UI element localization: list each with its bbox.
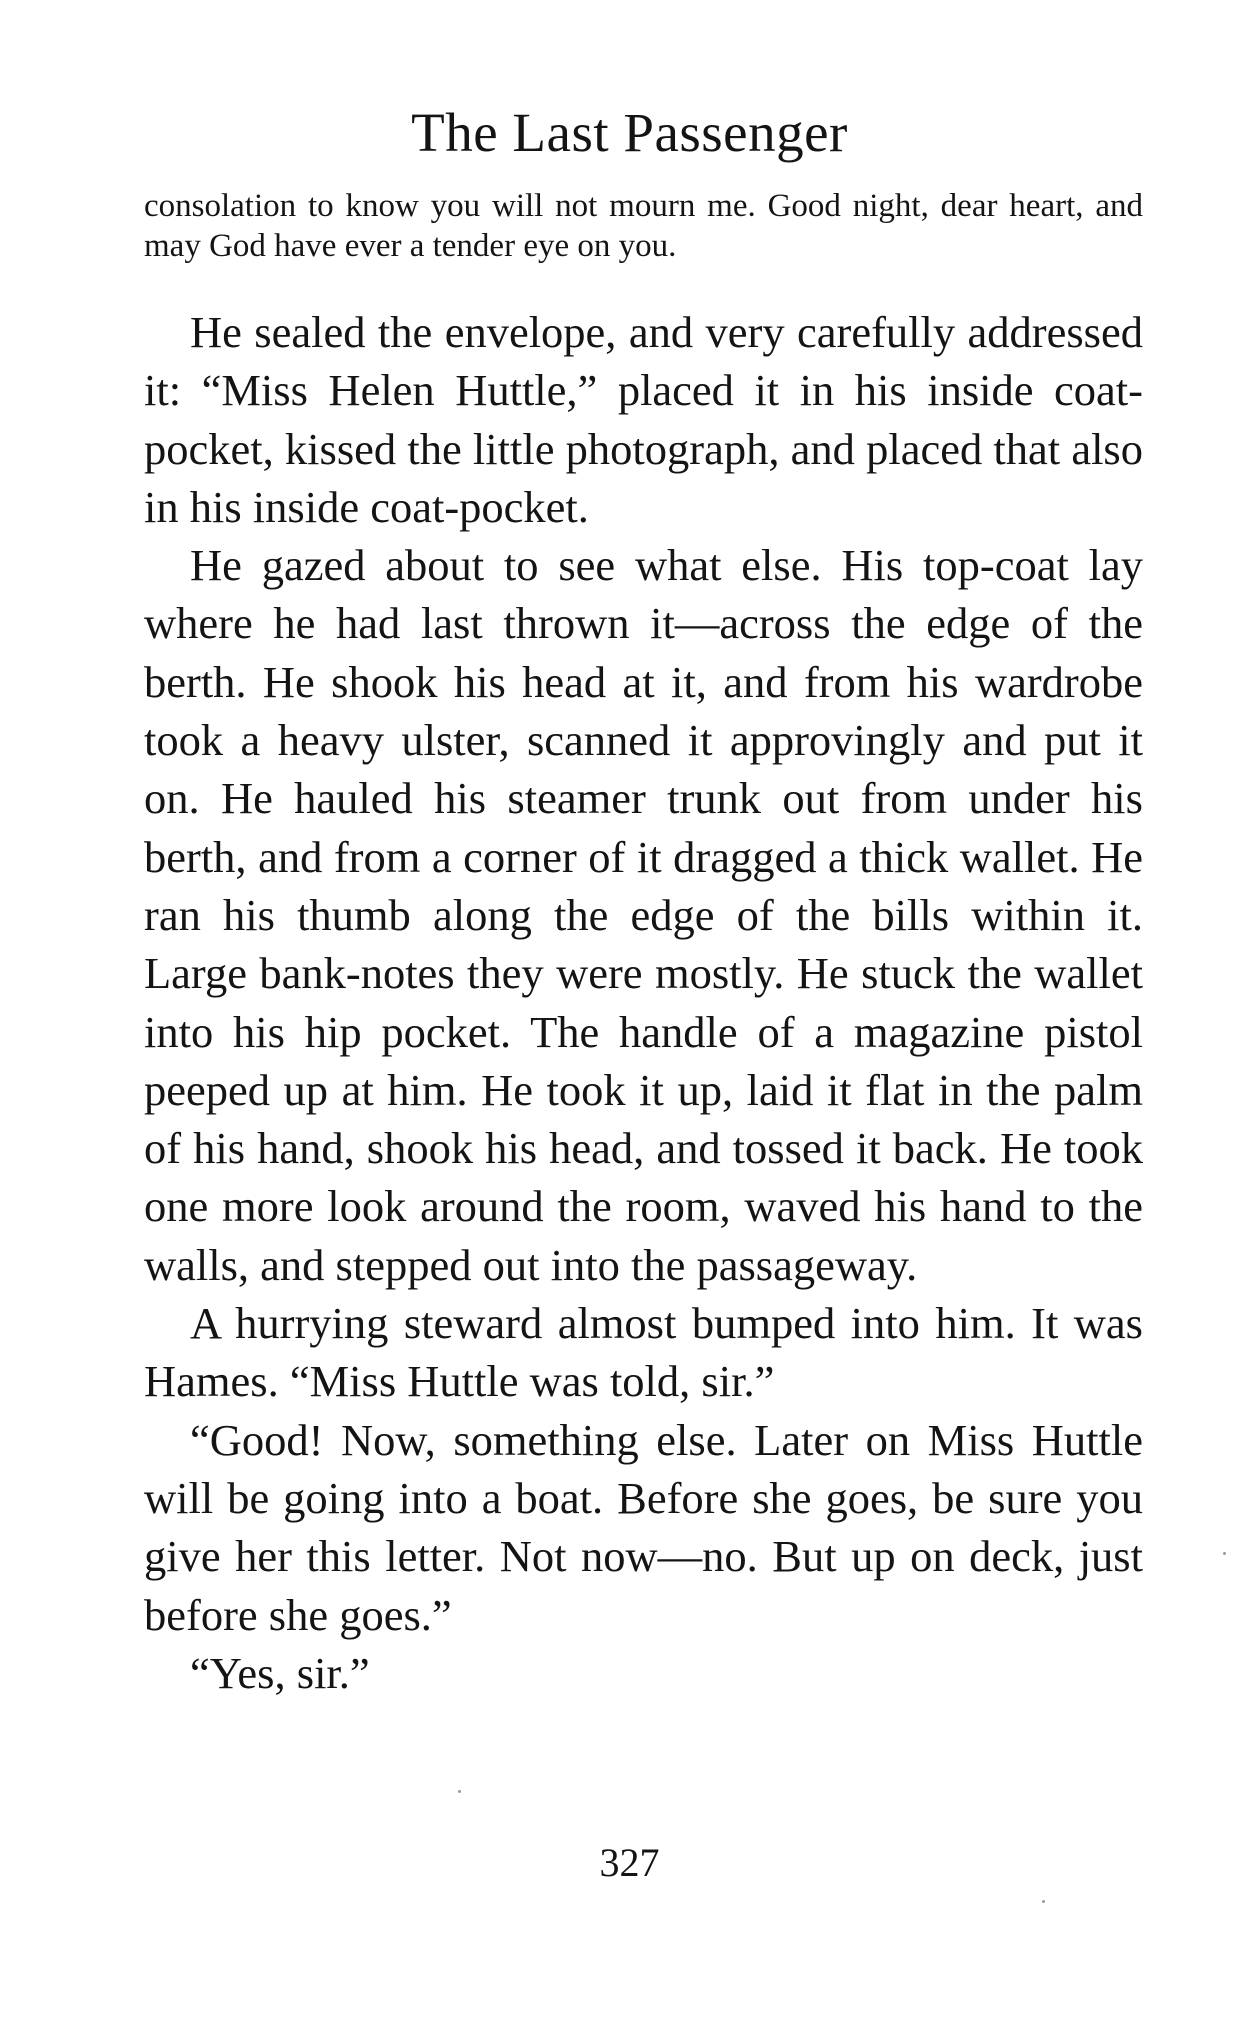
page-number: 327 <box>599 1840 660 1885</box>
paragraph: “Good! Now, something else. Later on Miss Huttle will be going into a boat. Before she goes, be sure you give her this letter. Not now—no. But up on deck, just before she goes.” <box>144 1414 1143 1640</box>
letter-text: consolation to know you will not mourn me. Good night, dear heart, and may God have ever a tender eye on you. <box>144 188 1143 264</box>
paragraph: “Yes, sir.” <box>190 1647 370 1698</box>
letter-closing <box>144 186 1143 266</box>
paper-speck <box>458 1790 461 1793</box>
paragraph: He sealed the envelope, and very carefully addressed it: “Miss Helen Huttle,” placed it in his inside coat-pocket, kissed the little photograph, and placed that also in his inside coat-pocket. <box>144 307 1143 532</box>
paper-speck <box>1042 1900 1045 1903</box>
body-text <box>144 303 1143 1702</box>
paragraph: A hurrying steward almost bumped into him. It was Hames. “Miss Huttle was told, sir.” <box>144 1298 1143 1407</box>
paragraph: He gazed about to see what else. His top-coat lay where he had last thrown it—across the edge of the berth. He shook his head at it, and from his wardrobe took a heavy ulster, scanned it approvingly and put it on. He hauled his steamer trunk out from under his berth, and from a corner of it dragged a thick wallet. He ran his thumb along the edge of the bills within it. Large bank-notes they were mostly. He stuck the wallet into his hip pocket. The handle of a magazine pistol peeped up at him. He took it up, laid it flat in the palm of his hand, shook his head, and tossed it back. He took one more look around the room, waved his hand to the walls, and stepped out into the passageway. <box>144 540 1143 1290</box>
paper-speck <box>1223 1552 1226 1555</box>
running-head: The Last Passenger <box>411 102 848 163</box>
